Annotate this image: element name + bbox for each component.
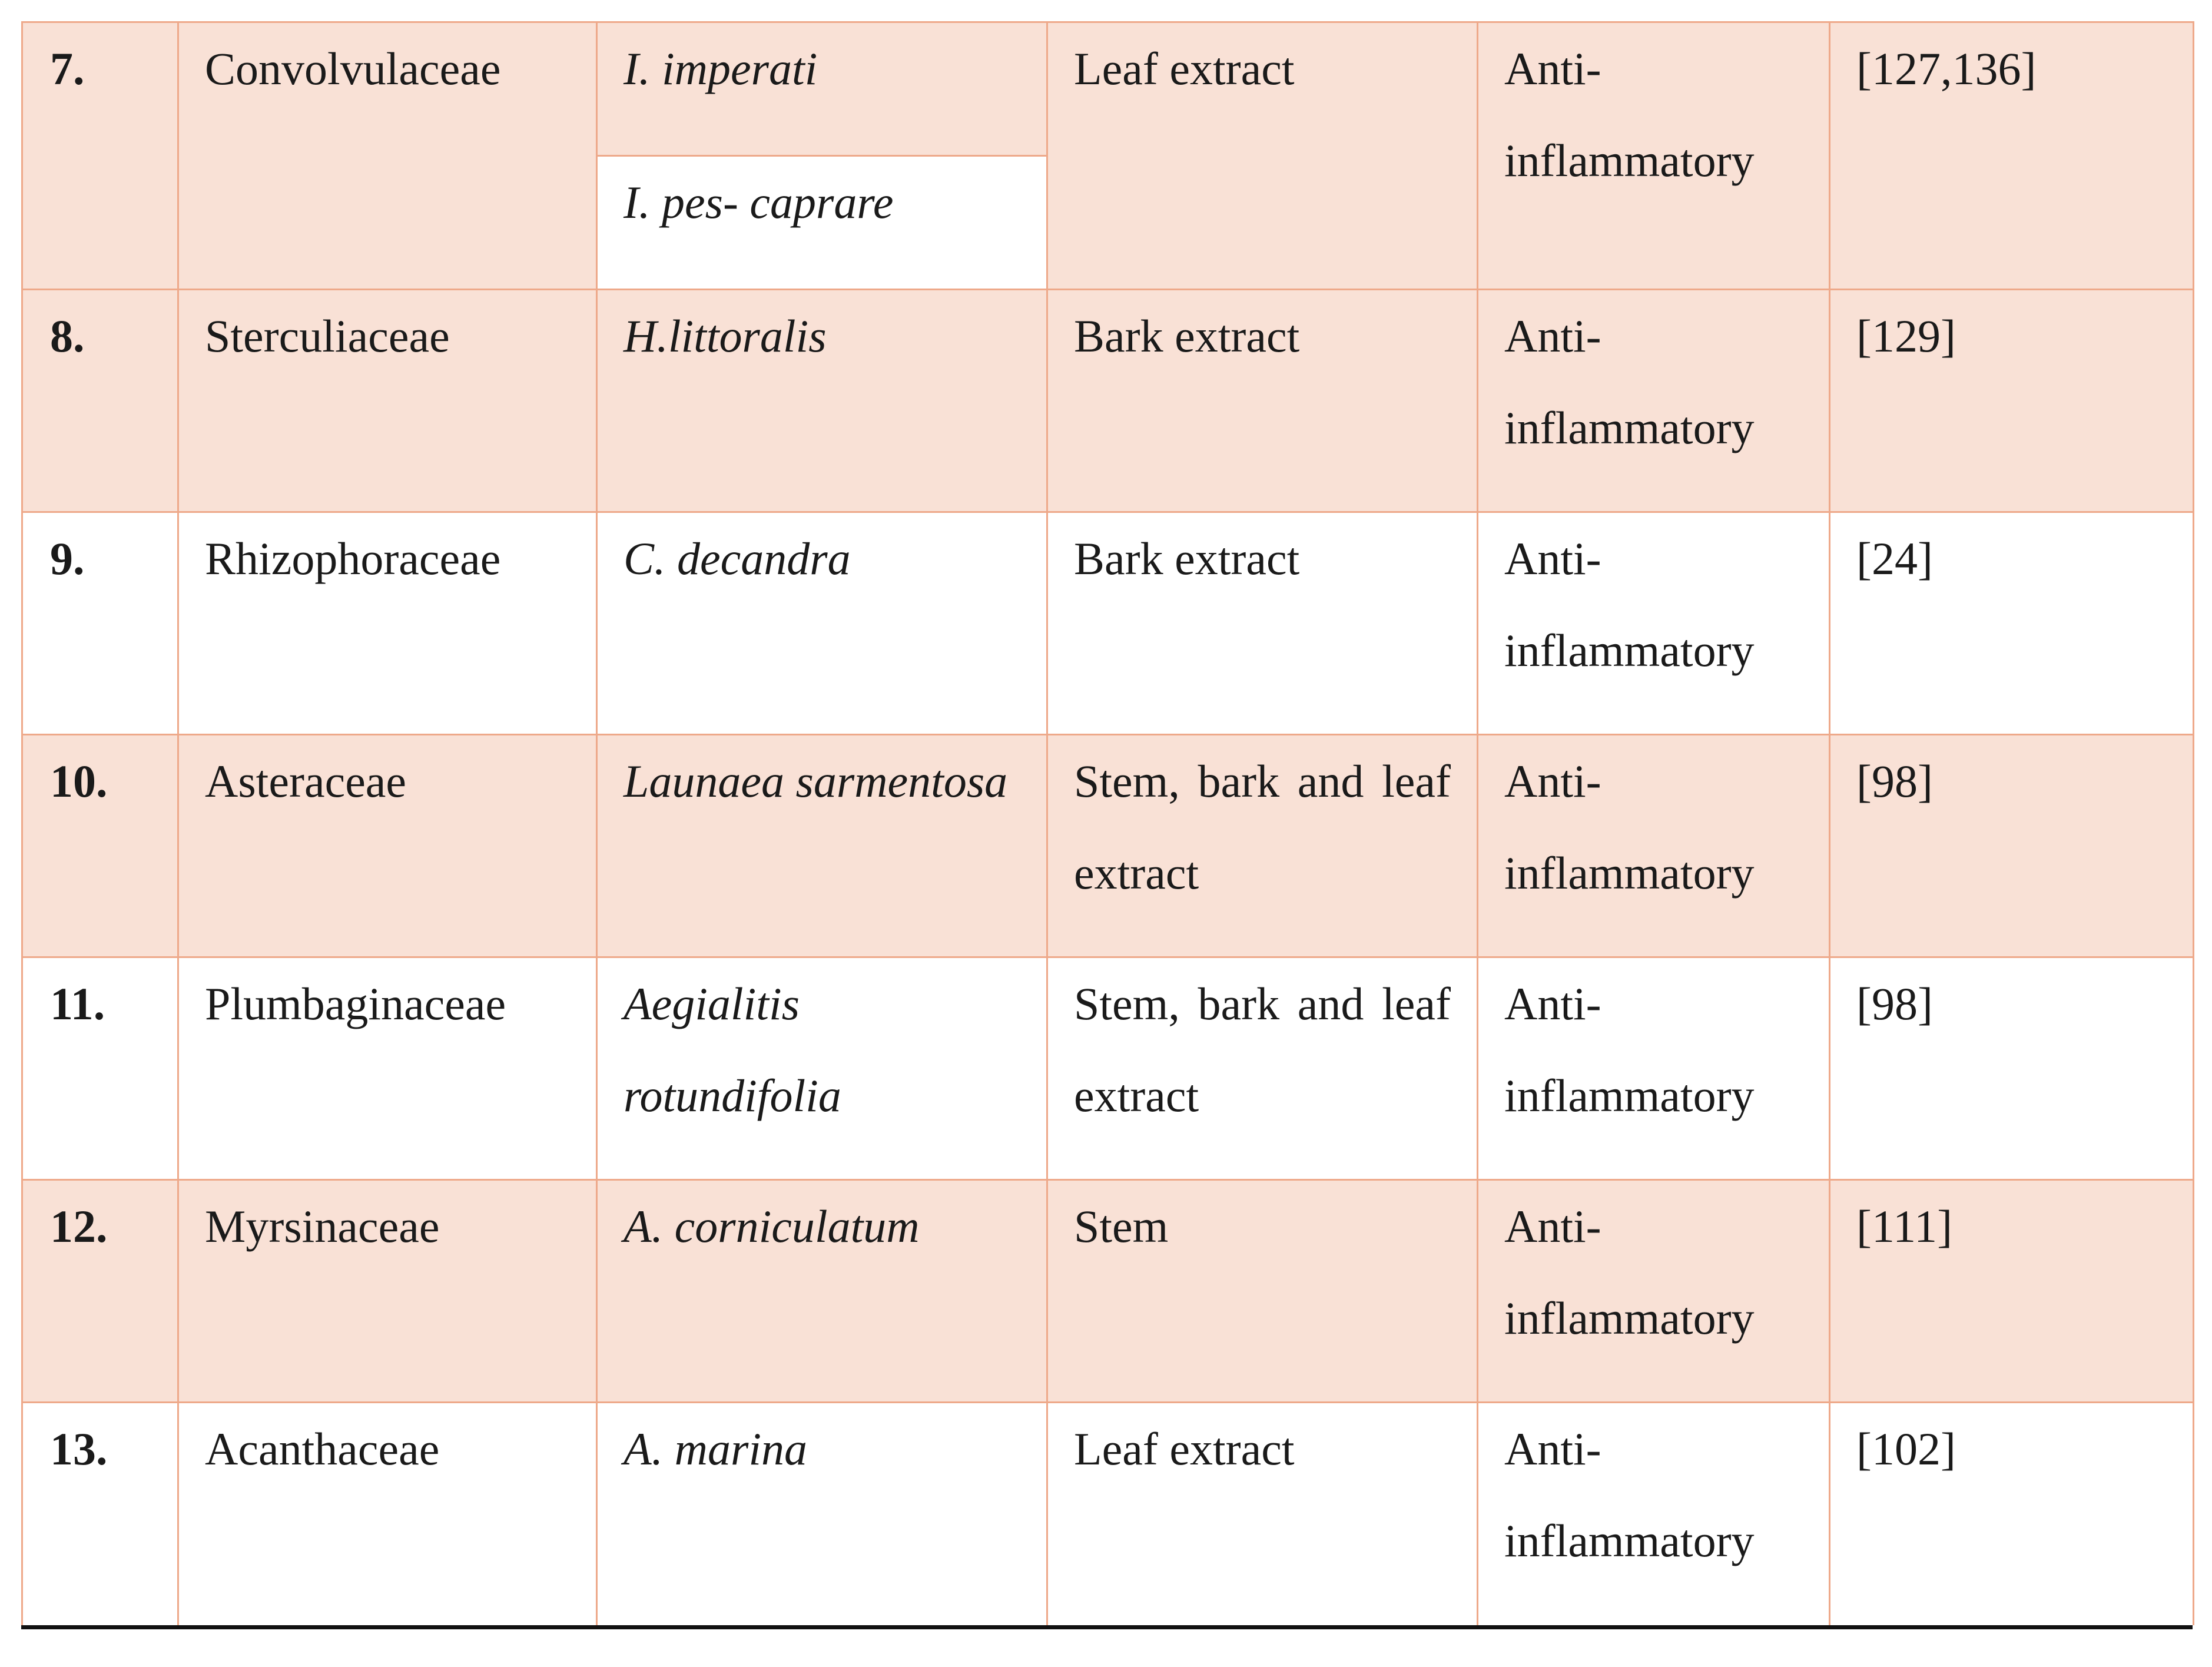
plant-part-cell: Bark extract bbox=[1047, 290, 1478, 512]
species-cell: I. imperati bbox=[597, 22, 1047, 156]
species-cell: C. decandra bbox=[597, 512, 1047, 735]
reference-cell: [129] bbox=[1830, 290, 2194, 512]
table-row-7 bbox=[22, 22, 2194, 156]
table-row-8 bbox=[22, 290, 2194, 512]
reference-cell: [127,136] bbox=[1830, 22, 2194, 290]
activity-cell: Anti-inflammatory bbox=[1478, 1180, 1830, 1403]
row-number: 9. bbox=[22, 512, 178, 735]
table-row-12 bbox=[22, 1180, 2194, 1403]
plant-part-cell: Stem, bark and leaf extract bbox=[1047, 957, 1478, 1180]
family-cell: Plumbaginaceae bbox=[178, 957, 597, 1180]
table-row-10 bbox=[22, 735, 2194, 957]
activity-cell: Anti-inflammatory bbox=[1478, 290, 1830, 512]
activity-cell: Anti-inflammatory bbox=[1478, 735, 1830, 957]
row-number: 7. bbox=[22, 22, 178, 290]
plant-part-cell: Leaf extract bbox=[1047, 22, 1478, 290]
row-number: 8. bbox=[22, 290, 178, 512]
family-cell: Rhizophoraceae bbox=[178, 512, 597, 735]
activity-cell: Anti-inflammatory bbox=[1478, 512, 1830, 735]
family-cell: Sterculiaceae bbox=[178, 290, 597, 512]
species-cell: A. corniculatum bbox=[597, 1180, 1047, 1403]
row-number: 12. bbox=[22, 1180, 178, 1403]
family-cell: Myrsinaceae bbox=[178, 1180, 597, 1403]
table-row-9 bbox=[22, 512, 2194, 735]
species-cell: H.littoralis bbox=[597, 290, 1047, 512]
plant-activity-table bbox=[21, 21, 2194, 1625]
reference-cell: [98] bbox=[1830, 735, 2194, 957]
plant-part-cell: Leaf extract bbox=[1047, 1403, 1478, 1625]
species-cell: Launaea sarmentosa bbox=[597, 735, 1047, 957]
table-bottom-rule bbox=[21, 1625, 2193, 1629]
row-number: 10. bbox=[22, 735, 178, 957]
plant-part-cell: Bark extract bbox=[1047, 512, 1478, 735]
reference-cell: [102] bbox=[1830, 1403, 2194, 1625]
reference-cell: [111] bbox=[1830, 1180, 2194, 1403]
table-row-13 bbox=[22, 1403, 2194, 1625]
activity-cell: Anti-inflammatory bbox=[1478, 957, 1830, 1180]
activity-cell: Anti-inflammatory bbox=[1478, 22, 1830, 290]
table-row-11 bbox=[22, 957, 2194, 1180]
reference-cell: [98] bbox=[1830, 957, 2194, 1180]
plant-part-cell: Stem bbox=[1047, 1180, 1478, 1403]
species-cell: A. marina bbox=[597, 1403, 1047, 1625]
species-cell: Aegialitis rotundifolia bbox=[597, 957, 1047, 1180]
reference-cell: [24] bbox=[1830, 512, 2194, 735]
row-number: 11. bbox=[22, 957, 178, 1180]
activity-cell: Anti-inflammatory bbox=[1478, 1403, 1830, 1625]
family-cell: Asteraceae bbox=[178, 735, 597, 957]
family-cell: Acanthaceae bbox=[178, 1403, 597, 1625]
species-cell: I. pes- caprare bbox=[597, 156, 1047, 290]
family-cell: Convolvulaceae bbox=[178, 22, 597, 290]
plant-part-cell: Stem, bark and leaf extract bbox=[1047, 735, 1478, 957]
row-number: 13. bbox=[22, 1403, 178, 1625]
